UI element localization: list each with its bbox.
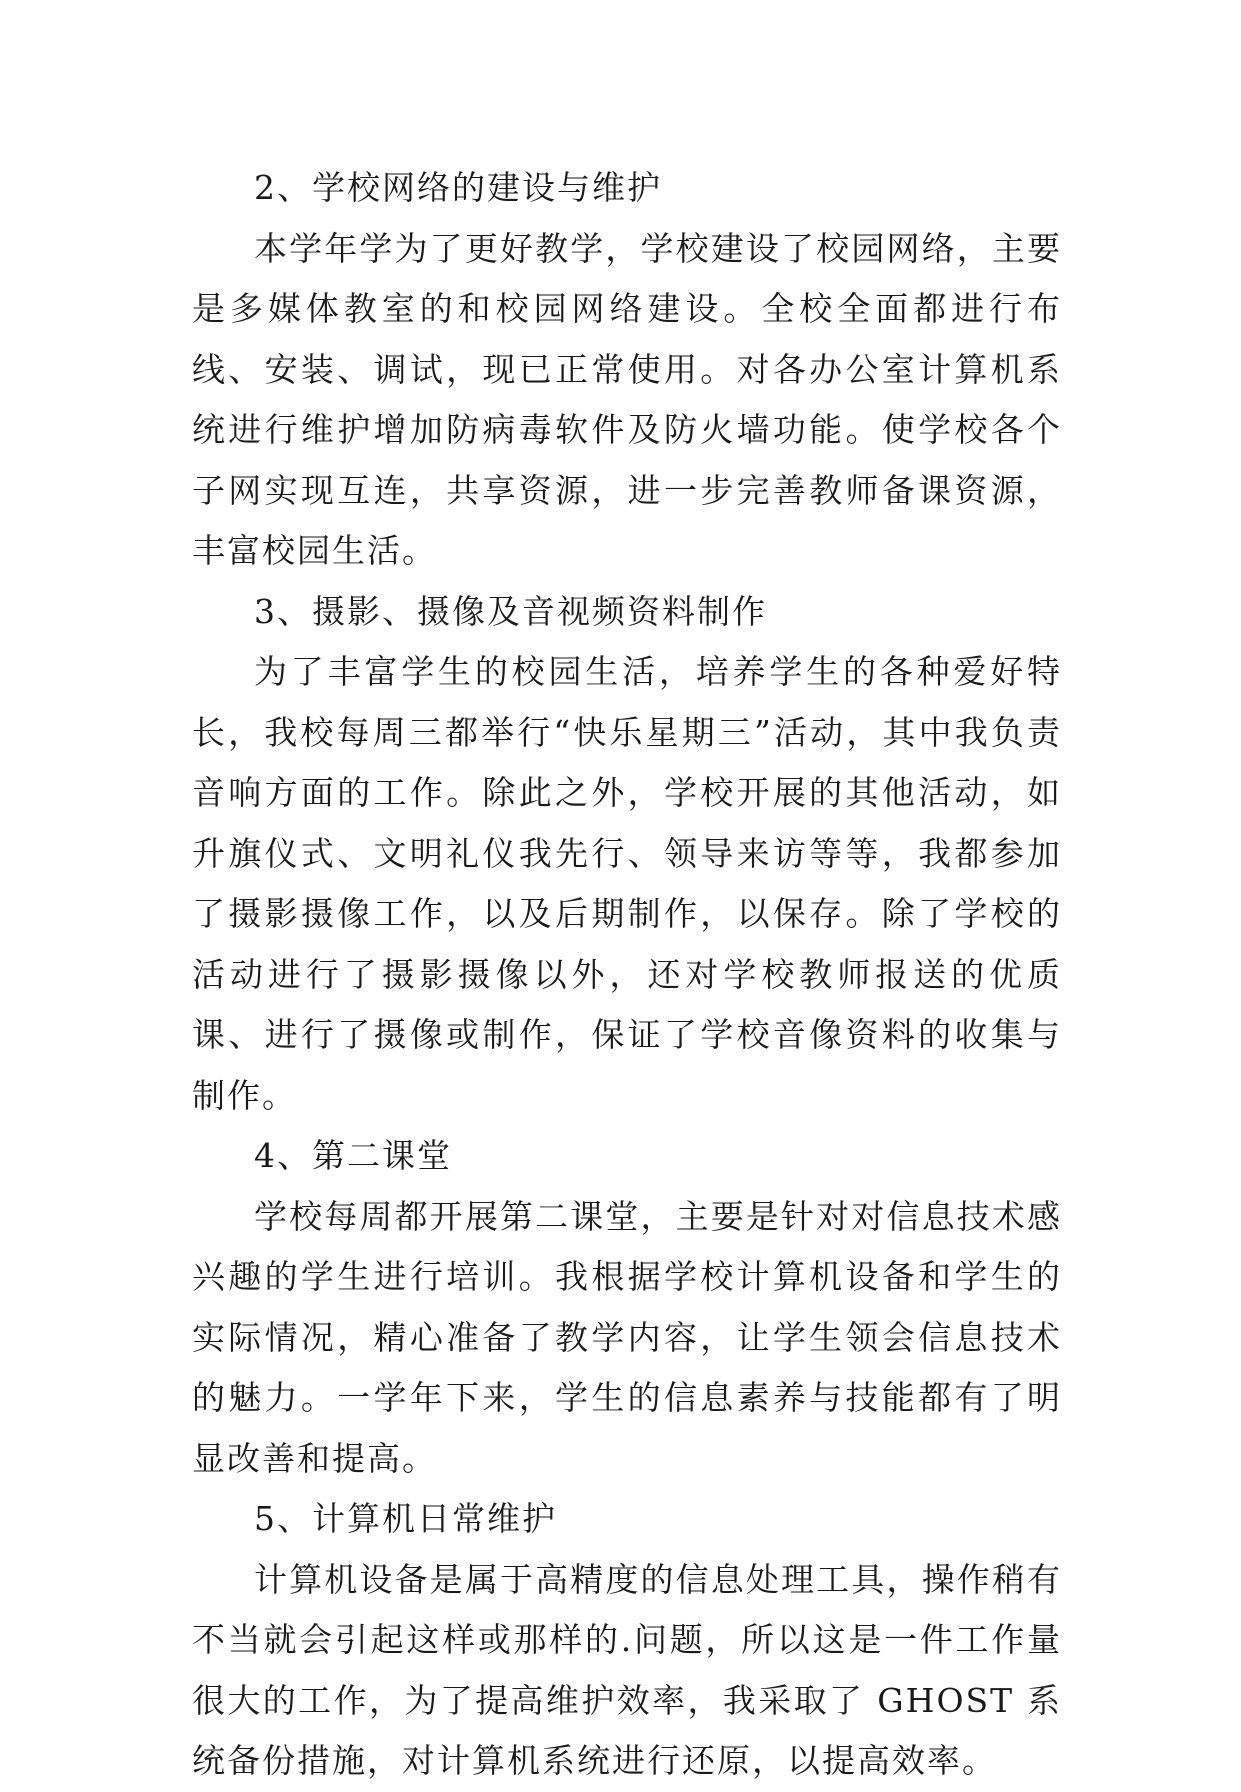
- section-heading-media: 3、摄影、摄像及音视频资料制作: [254, 591, 767, 631]
- paragraph-network: 本学年学为了更好教学，学校建设了校园网络，主要是多媒体教室的和校园网络建设。全校全面都进行布线、安装、调试，现已正常使用。对各办公室计算机系统进行维护增加防病毒软件及防火墙功能。使学校各个子网实现互连，共享资源，进一步完善教师备课资源，丰富校园生活。: [192, 228, 1062, 570]
- paragraph-media: 为了丰富学生的校园生活，培养学生的各种爱好特长，我校每周三都举行“快乐星期三”活动，其中我负责音响方面的工作。除此之外，学校开展的其他活动，如升旗仪式、文明礼仪我先行、领导来访等等，我都参加了摄影摄像工作，以及后期制作，以保存。除了学校的活动进行了摄影摄像以外，还对学校教师报送的优质课、进行了摄像或制作，保证了学校音像资料的收集与制作。: [192, 652, 1062, 1115]
- section-heading-second-classroom: 4、第二课堂: [254, 1136, 452, 1175]
- section-heading-network: 2、学校网络的建设与维护: [254, 168, 662, 207]
- section-heading-maintenance: 5、计算机日常维护: [254, 1499, 557, 1538]
- document-body: [192, 158, 1062, 1792]
- paragraph-maintenance: 计算机设备是属于高精度的信息处理工具，操作稍有不当就会引起这样或那样的.问题，所以这是一件工作量很大的工作，为了提高维护效率，我采取了 GHOST 系统备份措施，对计算机系统进行还原，以提高效率。: [192, 1559, 1062, 1780]
- paragraph-second-classroom: 学校每周都开展第二课堂，主要是针对对信息技术感兴趣的学生进行培训。我根据学校计算机设备和学生的实际情况，精心准备了教学内容，让学生领会信息技术的魅力。一学年下来，学生的信息素养与技能都有了明显改善和提高。: [192, 1196, 1062, 1478]
